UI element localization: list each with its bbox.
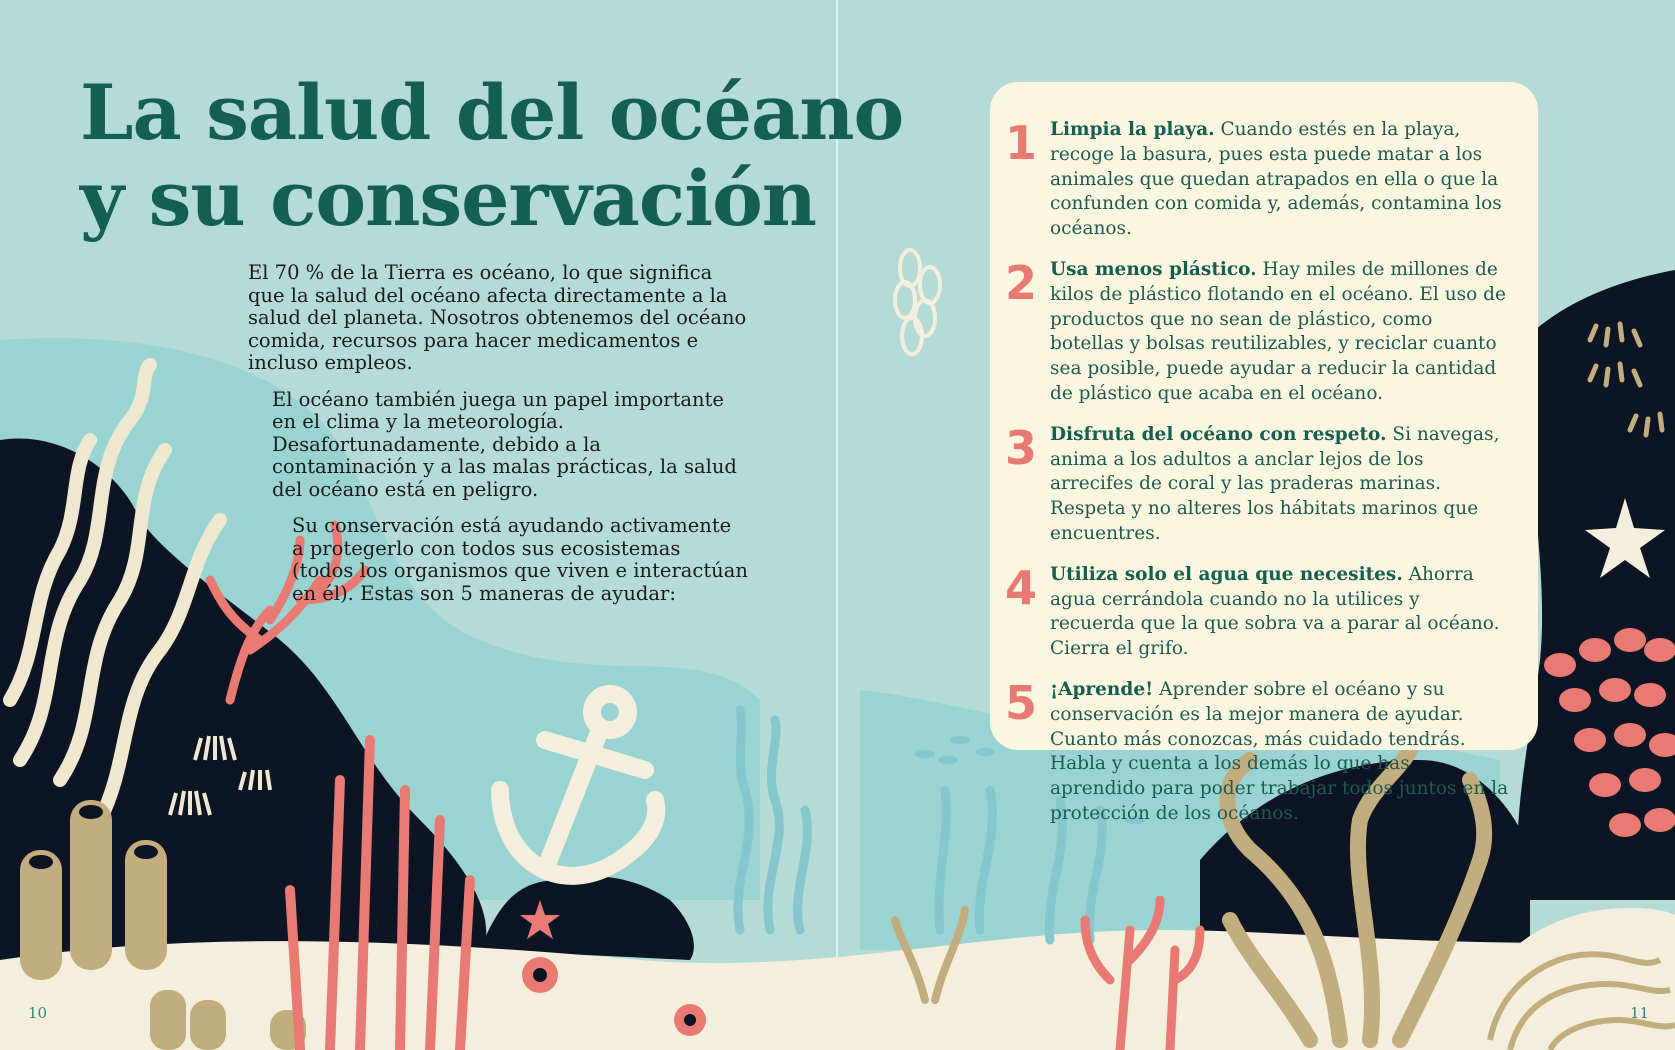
page-number-right: 11 bbox=[1630, 1004, 1650, 1022]
tip-item-1 bbox=[1000, 118, 1510, 242]
tip-body: Cuando estés en la playa, recoge la basura, pues esta puede matar a los animales que quedan atrapados en ella o que la confunden con comida y, además, contamina los océanos. bbox=[1050, 119, 1502, 240]
tip-number: 5 bbox=[1004, 675, 1037, 730]
tips-card bbox=[990, 82, 1538, 824]
intro-text bbox=[248, 262, 748, 619]
tip-number: 1 bbox=[1004, 116, 1037, 170]
tip-heading: Disfruta del océano con respeto. bbox=[1050, 423, 1387, 445]
tip-heading: Utiliza solo el agua que necesites. bbox=[1050, 563, 1403, 585]
tip-item-2 bbox=[1000, 255, 1510, 407]
tip-number: 4 bbox=[1004, 560, 1037, 615]
tip-body: Aprender sobre el océano y su conservación es la mejor manera de ayudar. Cuanto más conozcas, más cuidado tendrás. Habla y cuenta a los demás lo que has aprendido para poder trabajar todos juntos en la protección de los océanos. bbox=[1050, 678, 1509, 824]
tip-item-5 bbox=[1000, 675, 1510, 827]
intro-paragraph-2: El océano también juega un papel importante en el clima y la meteorología. Desafortunadamente, debido a la contaminación y a las malas prácticas, la salud del océano está en peligro. bbox=[272, 387, 737, 501]
tip-text bbox=[1050, 118, 1510, 242]
title-line-1: La salud del océano bbox=[80, 68, 904, 157]
tip-body: Hay miles de millones de kilos de plástico flotando en el océano. El uso de productos que no sean de plástico, como botellas y bolsas reutilizables, y reciclar cuanto sea posible, puede ayudar a reducir la cantidad de plástico que acaba en el océano. bbox=[1050, 258, 1506, 404]
tip-body: Ahorra agua cerrándola cuando no la utilices y recuerda que la que sobra va a parar al océano. Cierra el grifo. bbox=[1050, 563, 1500, 660]
page-title bbox=[80, 70, 903, 242]
page-number-left: 10 bbox=[28, 1004, 48, 1022]
tip-text bbox=[1050, 423, 1510, 547]
tip-body: Si navegas, anima a los adultos a anclar lejos de los arrecifes de coral y las praderas marinas. Respeta y no alteres los hábitats marinos que encuentres. bbox=[1050, 423, 1500, 544]
tip-item-4 bbox=[1000, 560, 1510, 662]
tip-text bbox=[1050, 563, 1510, 662]
tip-heading: ¡Aprende! bbox=[1050, 678, 1154, 700]
tip-heading: Usa menos plástico. bbox=[1050, 258, 1257, 280]
title-line-2: y su conservación bbox=[80, 154, 817, 243]
tip-number: 2 bbox=[1004, 255, 1037, 310]
tip-item-3 bbox=[1000, 420, 1510, 547]
tip-text bbox=[1050, 258, 1510, 407]
tip-text bbox=[1050, 678, 1510, 827]
intro-paragraph-3: Su conservación está ayudando activamente a protegerlo con todos sus ecosistemas (todos los organismos que viven e interactúan en él). Estas son 5 maneras de ayudar: bbox=[292, 514, 748, 605]
tip-heading: Limpia la playa. bbox=[1050, 119, 1215, 140]
bubbles-icon bbox=[895, 250, 940, 354]
intro-paragraph-1: El 70 % de la Tierra es océano, lo que significa que la salud del océano afecta directamente a la salud del planeta. Nosotros obtenemos del océano comida, recursos para hacer medicamentos e incluso empleos. bbox=[248, 261, 747, 374]
tip-number: 3 bbox=[1004, 420, 1037, 475]
